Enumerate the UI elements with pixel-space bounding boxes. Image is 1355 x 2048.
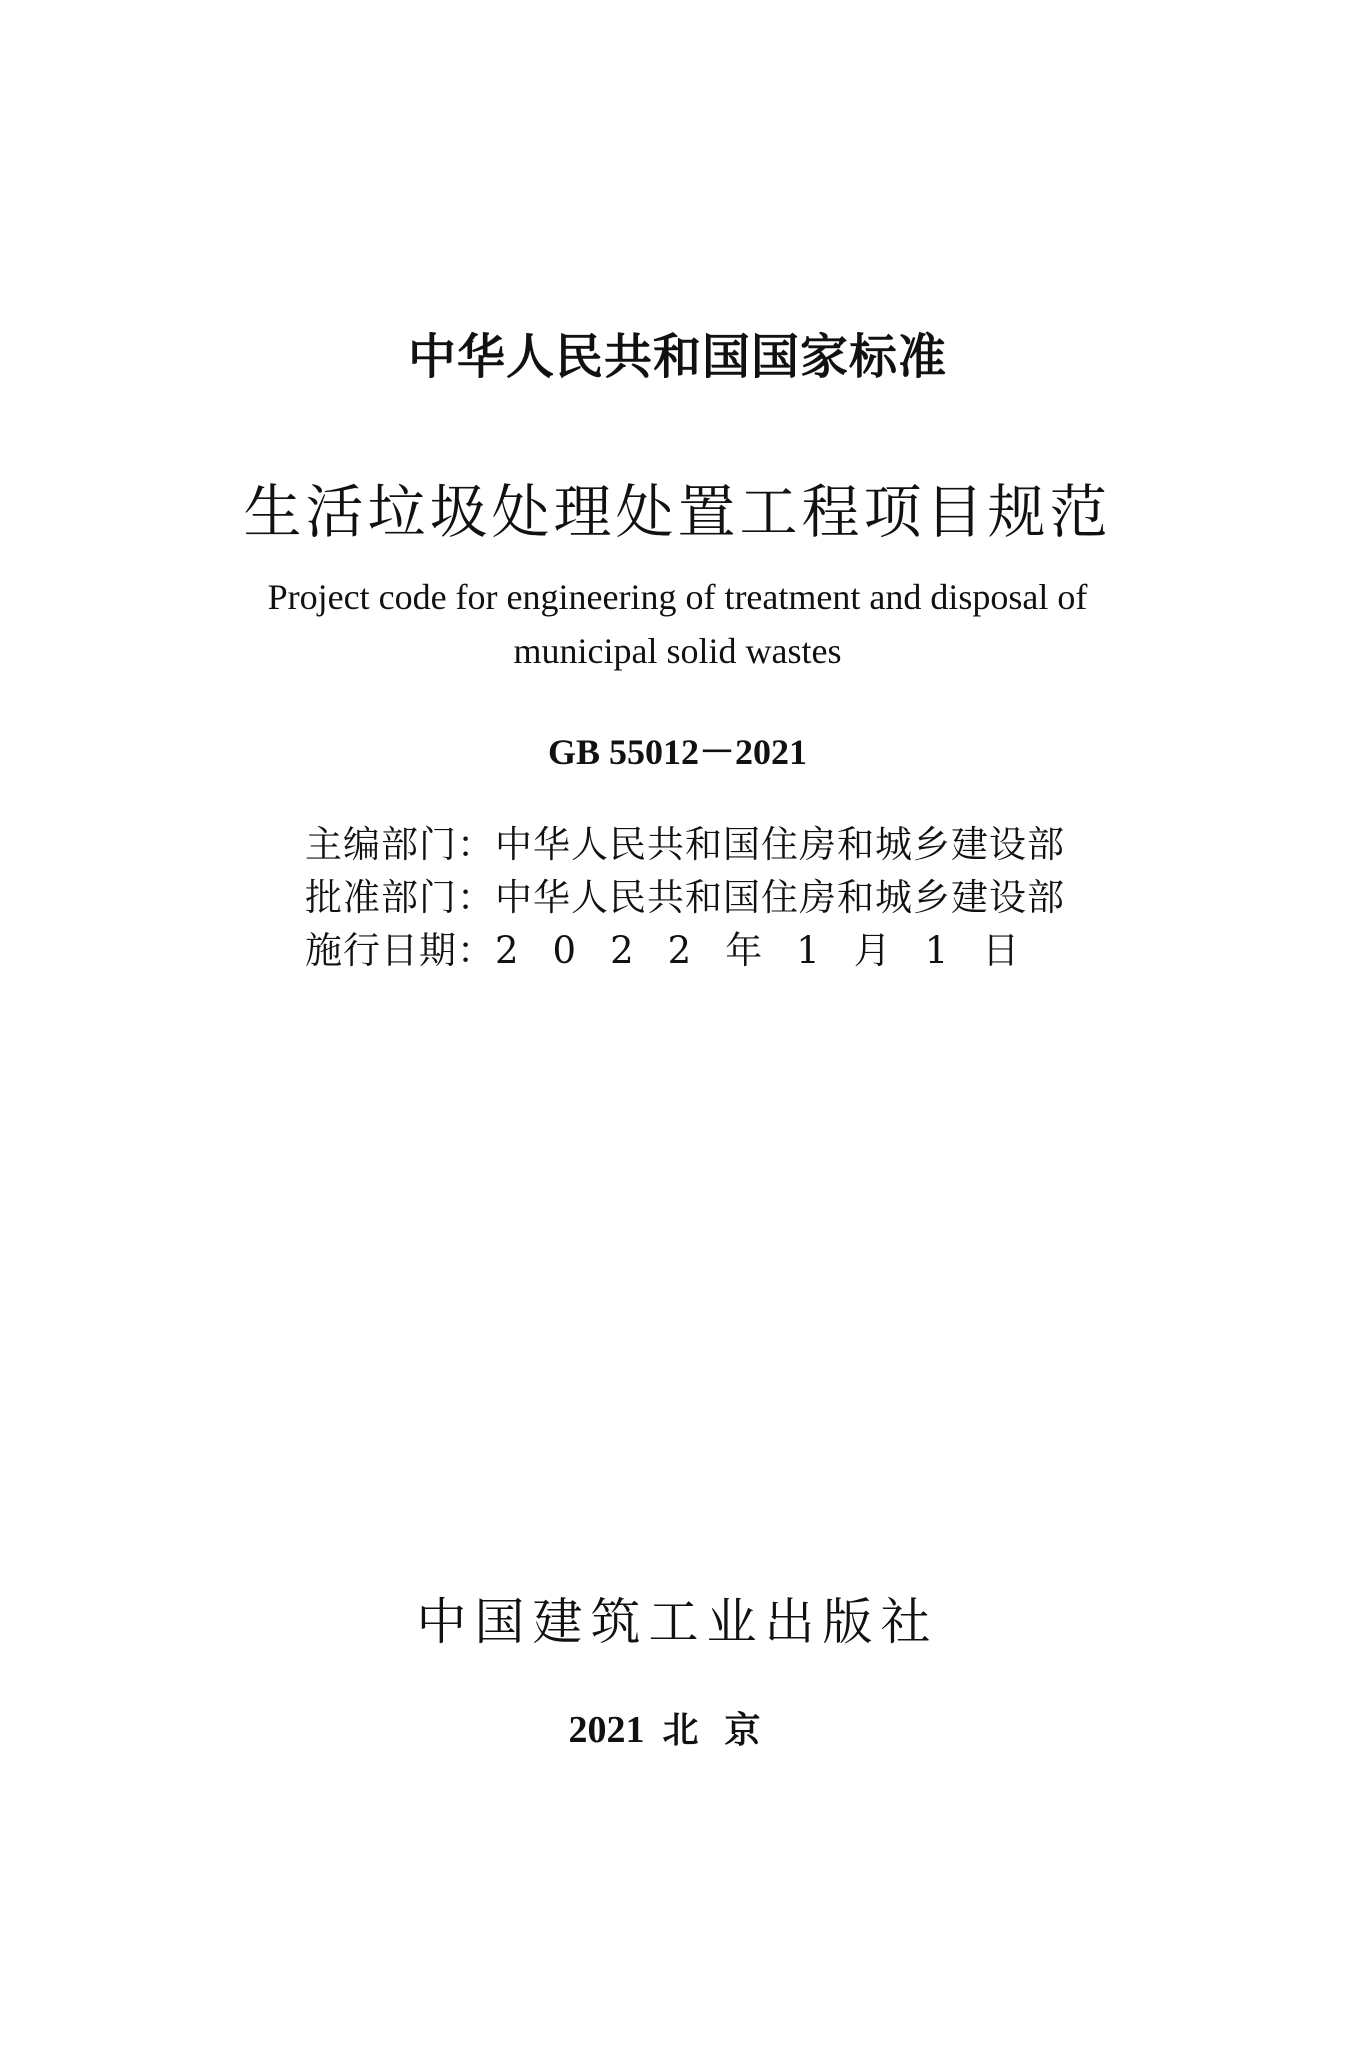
publication-info: [305, 818, 1065, 977]
publication-year-place: [0, 1702, 1355, 1753]
publication-year: 2021: [568, 1709, 645, 1751]
date-part: 2: [495, 929, 519, 972]
editor-label: 主编部门：: [305, 823, 495, 866]
publisher-name: 中国建筑工业出版社: [416, 1593, 939, 1651]
date-part: 2: [667, 929, 692, 972]
title-english-line-1: Project code for engineering of treatment and disposal of: [267, 577, 1088, 617]
title-chinese: 生活垃圾处理处置工程项目规范: [243, 478, 1112, 546]
editor-value: 中华人民共和国住房和城乡建设部: [495, 823, 1065, 866]
title-english-line-2: municipal solid wastes: [513, 631, 842, 671]
standard-code: GB 55012－2021: [547, 732, 807, 772]
approver-label: 批准部门：: [305, 876, 495, 919]
approver-row: [305, 871, 1065, 924]
effective-date-row: [305, 924, 1065, 977]
editor-row: [305, 818, 1065, 871]
date-part: 2: [610, 929, 634, 972]
date-part: 月: [853, 929, 891, 972]
publication-city: 北京: [662, 1710, 787, 1751]
standard-type: 中华人民共和国国家标准: [407, 329, 947, 385]
effective-date-value: [495, 924, 1053, 977]
date-part: 0: [552, 929, 577, 972]
date-part: 1: [796, 929, 820, 972]
date-part: 1: [924, 929, 949, 972]
date-part: 年: [725, 929, 763, 972]
effective-date-label: 施行日期：: [305, 929, 495, 972]
date-part: 日: [982, 929, 1020, 972]
approver-value: 中华人民共和国住房和城乡建设部: [495, 876, 1065, 919]
